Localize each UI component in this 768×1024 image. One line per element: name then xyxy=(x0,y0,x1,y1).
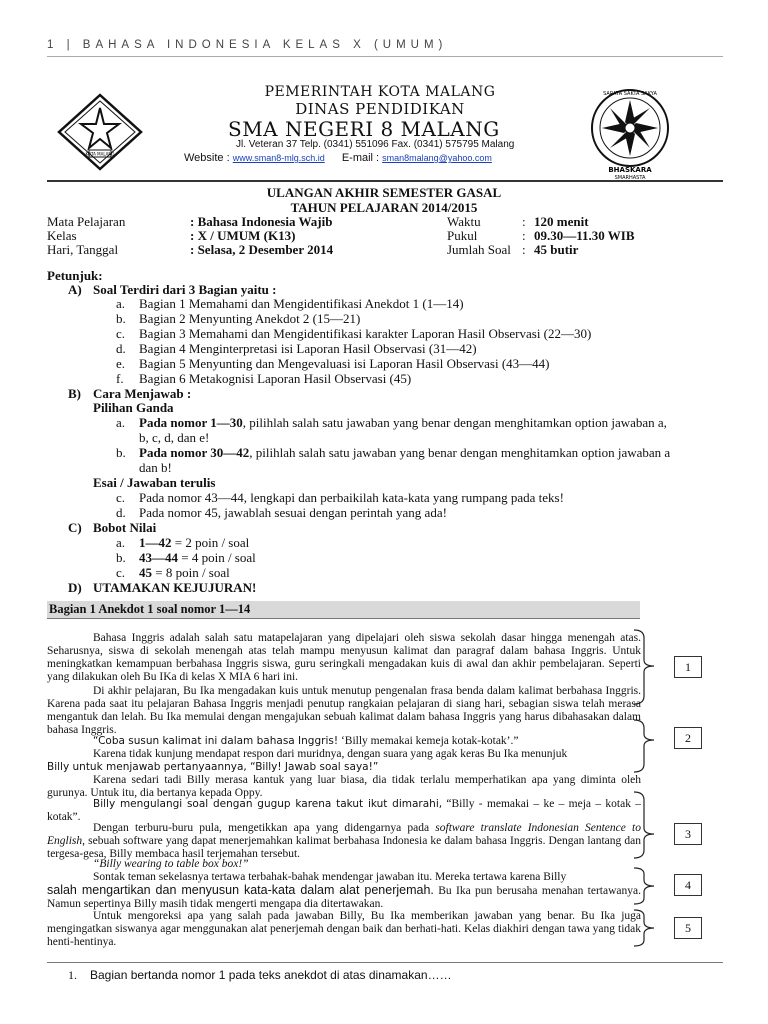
info-value-subject: : Bahasa Indonesia Wajib xyxy=(190,214,333,229)
list-item: Bagian 4 Menginterpretasi isi Laporan Hasil Observasi (31—42) xyxy=(139,341,477,356)
section-marker-box: 3 xyxy=(674,823,702,845)
school-name: SMA NEGERI 8 MALANG xyxy=(228,117,500,141)
website-link[interactable]: www.sman8-mlg.sch.id xyxy=(232,153,325,163)
brace-4 xyxy=(634,868,654,904)
department-line: DINAS PENDIDIKAN xyxy=(295,100,465,118)
info-colon-duration: : xyxy=(522,214,526,229)
info-label-subject: Mata Pelajaran xyxy=(47,214,126,229)
item-marker: a. xyxy=(116,296,126,311)
anecdote-paragraph-9-continued xyxy=(47,884,641,910)
info-colon-time: : xyxy=(522,228,526,243)
school-emblem-motto: BHASKARA xyxy=(608,166,652,174)
section-c-title: Bobot Nilai xyxy=(93,520,157,535)
brace-3 xyxy=(634,792,654,858)
brace-5 xyxy=(634,910,654,946)
section-b-title: Cara Menjawab : xyxy=(93,386,192,401)
school-emblem-top-text: SARATA SAKTA SAKYA xyxy=(603,91,657,97)
city-emblem-logo xyxy=(55,92,145,172)
item-emphasis: Pada nomor 30—42 xyxy=(139,445,250,460)
section-d-label: D) xyxy=(68,580,82,595)
brace-2 xyxy=(634,720,654,772)
structure-braces xyxy=(632,628,672,958)
city-emblem-text: KOTA MALANG xyxy=(85,151,115,157)
dialogue-text: “Coba susun kalimat ini dalam bahasa Inggris! xyxy=(93,735,339,747)
instructions-heading: Petunjuk: xyxy=(47,268,103,283)
info-label-class: Kelas xyxy=(47,228,77,243)
item-text: = 8 poin / soal xyxy=(152,565,230,580)
item-emphasis: 1—42 xyxy=(139,535,172,550)
anecdote-paragraph-1: Bahasa Inggris adalah salah satu matapelajaran yang dipelajari oleh siswa sekolah dasar hingga menengah atas. Seharusnya, siswa di sekolah menengah atas telah mampu menyusun kalimat dan paragraf dalam bahasa Inggris. Untuk meningkatkan kemampuan berbahasa Inggris siswa, guru seringkali mengadakan kuis di awal dan akhir pembelajaran. Seperti yang dilakukan oleh Bu IKa di kelas X MIA 6 hari ini. xyxy=(47,632,641,683)
item-marker: f. xyxy=(116,371,124,386)
government-line: PEMERINTAH KOTA MALANG xyxy=(264,84,496,100)
item-emphasis: 45 xyxy=(139,565,152,580)
software-name: software translate Indonesian Sentence to English xyxy=(47,822,641,847)
item-marker: b. xyxy=(116,550,126,565)
section-marker-box: 1 xyxy=(674,656,702,678)
list-item: Pada nomor 45, jawablah sesuai dengan perintah yang ada! xyxy=(139,505,447,520)
email-link[interactable]: sman8malang@yahoo.com xyxy=(382,153,492,163)
item-emphasis: 43—44 xyxy=(139,550,178,565)
section-marker-box: 4 xyxy=(674,874,702,896)
exam-title: ULANGAN AKHIR SEMESTER GASAL xyxy=(266,185,502,200)
list-item: Bagian 3 Memahami dan Mengidentifikasi karakter Laporan Hasil Observasi (22—30) xyxy=(139,326,592,341)
section-1-header xyxy=(47,601,640,619)
item-text: , pilihlah salah satu jawaban yang benar dengan menghitamkan option jawaban a, xyxy=(242,415,667,430)
info-value-class: : X / UMUM (K13) xyxy=(190,228,296,243)
school-address: Jl. Veteran 37 Telp. (0341) 551096 Fax. (0341) 575795 Malang xyxy=(236,139,515,150)
list-item xyxy=(139,415,729,430)
list-item: Bagian 1 Memahami dan Mengidentifikasi Anekdot 1 (1—14) xyxy=(139,296,464,311)
section-d-title: UTAMAKAN KEJUJURAN! xyxy=(93,580,257,595)
question-divider xyxy=(47,962,723,963)
letterhead-rule xyxy=(47,180,723,182)
item-marker: e. xyxy=(116,356,126,371)
info-label-duration: Waktu xyxy=(447,214,481,229)
list-item xyxy=(139,550,256,565)
paragraph-sans-text: salah mengartikan dan menyusun kata-kata dalam alat penerjemah. xyxy=(47,884,434,897)
brace-1 xyxy=(634,630,654,704)
item-text: = 4 poin / soal xyxy=(178,550,256,565)
website-label: Website : xyxy=(184,152,230,164)
item-marker: c. xyxy=(116,326,126,341)
essay-heading: Esai / Jawaban terulis xyxy=(93,475,216,490)
anecdote-paragraph-3 xyxy=(47,735,641,748)
info-value-time: 09.30—11.30 WIB xyxy=(534,228,635,243)
item-marker: a. xyxy=(116,535,126,550)
multiple-choice-heading: Pilihan Ganda xyxy=(93,400,174,415)
list-item: Bagian 5 Menyunting dan Mengevaluasi isi Laporan Hasil Observasi (43—44) xyxy=(139,356,550,371)
section-a-label: A) xyxy=(68,282,82,297)
info-label-time: Pukul xyxy=(447,228,478,243)
info-value-count: 45 butir xyxy=(534,242,579,257)
item-marker: c. xyxy=(116,565,126,580)
item-marker: b. xyxy=(116,445,126,460)
item-text: = 2 poin / soal xyxy=(171,535,250,550)
info-value-duration: 120 menit xyxy=(534,214,589,229)
contact-line xyxy=(184,152,492,164)
anecdote-paragraph-10: Untuk mengoreksi apa yang salah pada jawaban Billy, Bu Ika memberikan jawaban yang benar. Bu Ika juga mengingatkan siswanya agar menggunakan alat penerjemah dengan baik dan berhati-hati. Kelas diakhiri dengan tawa yang tidak henti-hentinya. xyxy=(47,910,641,948)
billy-answer: “Billy wearing to table box box!” xyxy=(93,858,249,870)
dialogue-text: Billy mengulangi soal dengan gugup karena takut ikut dimarahi, xyxy=(93,798,443,810)
exam-year: TAHUN PELAJARAN 2014/2015 xyxy=(290,200,478,215)
item-marker: a. xyxy=(116,415,126,430)
item-marker: c. xyxy=(116,490,126,505)
running-header: 1 | BAHASA INDONESIA KELAS X (UMUM) xyxy=(47,39,448,51)
item-text: , pilihlah salah satu jawaban yang benar dengan menghitamkan option jawaban a xyxy=(249,445,671,460)
section-1-title: Bagian 1 Anekdot 1 soal nomor 1—14 xyxy=(49,602,251,616)
list-item: Bagian 6 Metakognisi Laporan Hasil Observasi (45) xyxy=(139,371,412,386)
header-rule xyxy=(47,56,723,57)
list-item xyxy=(139,535,249,550)
list-item xyxy=(139,445,729,460)
question-number: 1. xyxy=(68,968,77,982)
anecdote-paragraph-9: Sontak teman sekelasnya tertawa terbahak-bahak mendengar jawaban itu. Mereka tertawa karena Billy xyxy=(93,871,567,883)
paragraph-text-rest: Bu Ika pun berusaha menahan tertawanya. Namun sepertinya Billy masih tidak mengerti mengapa dia ditertawakan. xyxy=(47,885,641,910)
paragraph-text-rest: , sebuah software yang dapat menerjemahkan kalimat berbahasa Indonesia ke dalam bahasa Inggris. Dengan lantang dan tergesa-gesa, Billy membaca hasil terjemahan tersebut. xyxy=(47,835,641,860)
section-a-title: Soal Terdiri dari 3 Bagian yaitu : xyxy=(93,282,277,297)
item-marker: d. xyxy=(116,341,126,356)
anecdote-paragraph-2: Di akhir pelajaran, Bu Ika mengadakan kuis untuk menutup pengenalan frasa benda dalam kalimat berbahasa Inggris. Karena pada saat itu pelajaran Bahasa Inggris menjadi penutup rangkaian pelajaran di siang hari, sebagian siswa telah merasa mengantuk dan lelah. Bu Ika memulai dengan mengajukan sebuah kalimat dalam bahasa Inggris yang harus dibahasakan dalam bahasa Inggris. xyxy=(47,685,641,736)
info-label-date: Hari, Tanggal xyxy=(47,242,119,257)
list-item: Bagian 2 Menyunting Anekdot 2 (15—21) xyxy=(139,311,361,326)
email-label: E-mail : xyxy=(341,152,380,164)
section-marker-box: 2 xyxy=(674,727,702,749)
info-value-date: : Selasa, 2 Desember 2014 xyxy=(190,242,334,257)
item-marker: b. xyxy=(116,311,126,326)
school-emblem-submotto: SMARHASTA xyxy=(614,175,646,180)
info-colon-count: : xyxy=(522,242,526,257)
info-label-count: Jumlah Soal xyxy=(447,242,511,257)
question-1 xyxy=(68,968,452,983)
section-b-label: B) xyxy=(68,386,81,401)
anecdote-paragraph-7 xyxy=(47,822,641,862)
list-item-continued: dan b! xyxy=(139,460,172,475)
school-emblem-logo xyxy=(583,86,677,180)
anecdote-paragraph-4: Karena tidak kunjung mendapat respon dari muridnya, dengan suara yang agak keras Bu Ika menunjuk xyxy=(93,748,568,760)
paragraph-text: Dengan terburu-buru pula, mengetikkan apa yang didengarnya pada xyxy=(93,822,436,834)
item-emphasis: Pada nomor 1—30 xyxy=(139,415,243,430)
anecdote-paragraph-6 xyxy=(47,798,641,824)
list-item xyxy=(139,565,230,580)
anecdote-paragraph-5: Karena sedari tadi Billy merasa kantuk yang luar biasa, dia tidak terlalu memperhatikan apa yang diminta oleh gurunya. Untuk itu, dia bertanya kepada Oppy. xyxy=(47,774,641,799)
section-marker-box: 5 xyxy=(674,917,702,939)
list-item: Pada nomor 43—44, lengkapi dan perbaikilah kata-kata yang rumpang pada teks! xyxy=(139,490,564,505)
question-text: Bagian bertanda nomor 1 pada teks anekdot di atas dinamakan…… xyxy=(90,968,452,982)
section-c-label: C) xyxy=(68,520,82,535)
dialogue-text-rest: ‘Billy memakai kemeja kotak-kotak’.” xyxy=(338,735,519,747)
item-marker: d. xyxy=(116,505,126,520)
anecdote-paragraph-4-continued: Billy untuk menjawab pertanyaannya, “Billy! Jawab soal saya!” xyxy=(47,761,379,773)
list-item-continued: b, c, d, dan e! xyxy=(139,430,210,445)
dialogue-text-rest: “Billy - memakai – ke – meja – kotak – kotak”. xyxy=(47,798,641,823)
